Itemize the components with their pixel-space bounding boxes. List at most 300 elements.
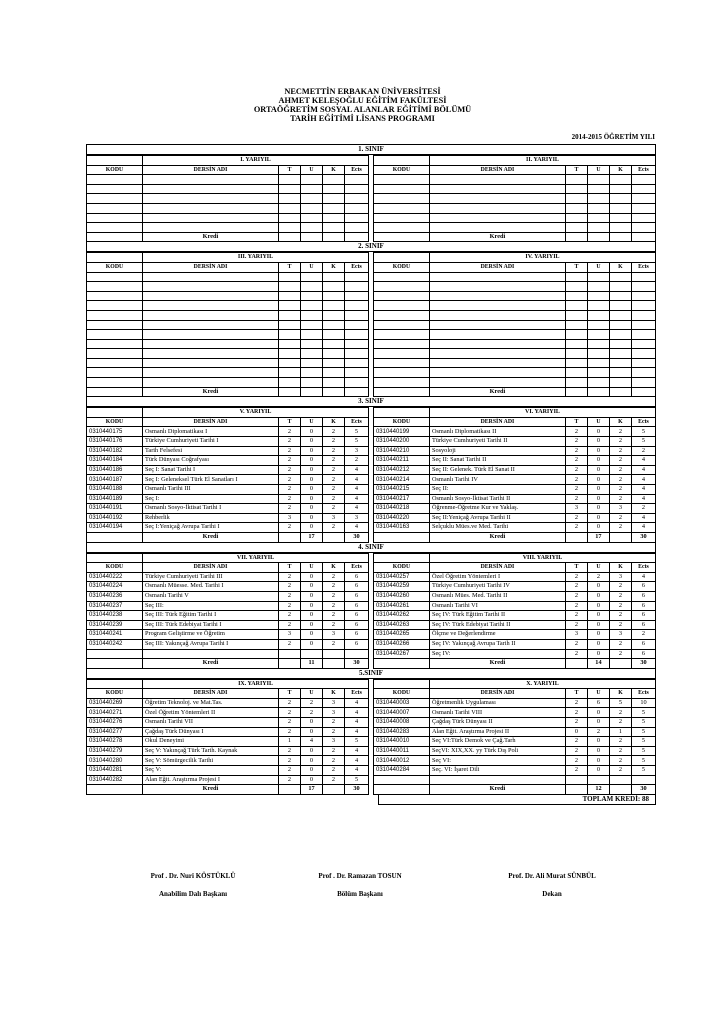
practice-hours: 0 bbox=[587, 620, 609, 630]
course-row bbox=[374, 698, 656, 708]
total-credit: TOPLAM KREDİ: 88 bbox=[378, 795, 656, 805]
kredi-ects bbox=[631, 232, 655, 242]
theory-hours: 2 bbox=[279, 591, 301, 601]
course-code: 0310440003 bbox=[374, 698, 430, 708]
empty-cell bbox=[609, 339, 631, 349]
credit: 2 bbox=[609, 437, 631, 447]
course-row bbox=[373, 572, 655, 582]
theory-hours: 2 bbox=[565, 611, 587, 621]
theory-hours: 2 bbox=[565, 513, 587, 523]
column-header: U bbox=[587, 165, 609, 175]
empty-cell bbox=[631, 330, 655, 340]
column-header: K bbox=[323, 417, 345, 427]
year-banner: 3. SINIF bbox=[86, 397, 656, 407]
empty-cell bbox=[301, 272, 323, 282]
credit: 2 bbox=[609, 649, 631, 659]
column-header-row bbox=[87, 689, 369, 699]
empty-cell bbox=[631, 175, 655, 185]
semester-title: VI. YARIYIL bbox=[429, 408, 655, 418]
credit: 2 bbox=[609, 456, 631, 466]
spacer-cell bbox=[609, 532, 631, 542]
empty-cell bbox=[143, 349, 279, 359]
semester-pair bbox=[86, 553, 656, 669]
column-header: DERSİN ADI bbox=[429, 165, 565, 175]
empty-cell bbox=[565, 282, 587, 292]
column-header-row bbox=[87, 165, 369, 175]
empty-cell bbox=[301, 301, 323, 311]
credit: 2 bbox=[610, 708, 632, 718]
empty-cell bbox=[429, 194, 565, 204]
course-code: 0310440012 bbox=[374, 756, 430, 766]
course-row bbox=[373, 504, 655, 514]
empty-cell bbox=[301, 358, 323, 368]
empty-cell bbox=[87, 184, 143, 194]
course-name: Çağdaş Türk Dünyası II bbox=[430, 718, 566, 728]
empty-cell bbox=[323, 310, 345, 320]
practice-hours: 0 bbox=[587, 456, 609, 466]
empty-cell bbox=[632, 775, 656, 785]
theory-hours: 2 bbox=[279, 475, 301, 485]
empty-cell bbox=[345, 272, 369, 282]
ects: 4 bbox=[345, 485, 369, 495]
empty-cell bbox=[279, 175, 301, 185]
column-header-row bbox=[374, 689, 656, 699]
ects: 4 bbox=[345, 465, 369, 475]
empty-cell bbox=[631, 282, 655, 292]
empty-row bbox=[373, 320, 655, 330]
empty-cell bbox=[323, 272, 345, 282]
semester-title: V. YARIYIL bbox=[143, 408, 369, 418]
course-row bbox=[374, 756, 656, 766]
course-code: 0310440263 bbox=[373, 620, 429, 630]
column-header: KODU bbox=[87, 689, 143, 699]
empty-cell bbox=[143, 291, 279, 301]
empty-cell bbox=[587, 223, 609, 233]
spacer-cell bbox=[87, 679, 143, 689]
theory-hours: 2 bbox=[279, 727, 301, 737]
course-name: Seç III: Yakınçağ Avrupa Tarihi I bbox=[143, 639, 279, 649]
course-code: 0310440215 bbox=[373, 485, 429, 495]
practice-hours: 6 bbox=[588, 698, 610, 708]
ects: 5 bbox=[632, 746, 656, 756]
empty-cell bbox=[609, 175, 631, 185]
theory-hours: 2 bbox=[279, 639, 301, 649]
empty-cell bbox=[587, 358, 609, 368]
semester-title: IV. YARIYIL bbox=[429, 253, 655, 263]
theory-hours: 2 bbox=[565, 639, 587, 649]
spacer-cell bbox=[279, 785, 301, 795]
practice-hours: 0 bbox=[301, 601, 323, 611]
empty-row bbox=[373, 368, 655, 378]
course-row bbox=[87, 523, 369, 533]
credit: 2 bbox=[609, 620, 631, 630]
ects: 4 bbox=[345, 708, 369, 718]
empty-cell bbox=[587, 339, 609, 349]
empty-cell bbox=[143, 368, 279, 378]
kredi-row bbox=[87, 659, 369, 669]
empty-row bbox=[373, 213, 655, 223]
empty-cell bbox=[609, 203, 631, 213]
empty-cell bbox=[279, 339, 301, 349]
theory-hours: 2 bbox=[565, 475, 587, 485]
theory-hours: 2 bbox=[566, 766, 588, 776]
course-name: Seç I: Sanat Tarihi I bbox=[143, 465, 279, 475]
course-name: Osmanlı Tarihi VIII bbox=[430, 708, 566, 718]
kredi-label: Kredi bbox=[429, 387, 565, 397]
empty-cell bbox=[631, 320, 655, 330]
course-row bbox=[87, 427, 369, 437]
kredi-label: Kredi bbox=[430, 785, 566, 795]
course-code: 0310440189 bbox=[87, 494, 143, 504]
spacer-cell bbox=[373, 659, 429, 669]
course-code: 0310440281 bbox=[87, 766, 143, 776]
practice-hours: 0 bbox=[588, 766, 610, 776]
column-header: K bbox=[609, 262, 631, 272]
course-row bbox=[87, 601, 369, 611]
empty-cell bbox=[143, 320, 279, 330]
column-header: K bbox=[610, 689, 632, 699]
theory-hours: 2 bbox=[279, 582, 301, 592]
empty-cell bbox=[87, 175, 143, 185]
university-name: NECMETTİN ERBAKAN ÜNİVERSİTESİ bbox=[284, 87, 441, 96]
empty-cell bbox=[374, 775, 430, 785]
signer-name: Prof . Dr. Ramazan TOSUN bbox=[318, 872, 402, 880]
column-header: K bbox=[323, 689, 345, 699]
course-code: 0310440191 bbox=[87, 504, 143, 514]
empty-row bbox=[87, 349, 369, 359]
empty-cell bbox=[429, 223, 565, 233]
ects: 2 bbox=[631, 446, 655, 456]
empty-cell bbox=[279, 349, 301, 359]
empty-cell bbox=[373, 213, 429, 223]
empty-cell bbox=[345, 310, 369, 320]
empty-cell bbox=[565, 310, 587, 320]
academic-year: 2014-2015 ÖĞRETİM YILI bbox=[571, 133, 655, 141]
empty-cell bbox=[429, 310, 565, 320]
empty-cell bbox=[587, 175, 609, 185]
empty-cell bbox=[323, 282, 345, 292]
empty-cell bbox=[373, 282, 429, 292]
course-row bbox=[373, 523, 655, 533]
credit: 2 bbox=[323, 475, 345, 485]
kredi-total: 17 bbox=[301, 532, 323, 542]
practice-hours: 0 bbox=[587, 427, 609, 437]
theory-hours: 2 bbox=[279, 504, 301, 514]
course-name: Osmanlı Tarihi VII bbox=[143, 718, 279, 728]
theory-hours: 2 bbox=[279, 572, 301, 582]
course-name: Seç VI: bbox=[430, 756, 566, 766]
empty-cell bbox=[345, 184, 369, 194]
ects: 4 bbox=[345, 756, 369, 766]
empty-cell bbox=[565, 175, 587, 185]
credit: 2 bbox=[609, 611, 631, 621]
spacer-cell bbox=[87, 408, 143, 418]
empty-cell bbox=[565, 358, 587, 368]
course-row bbox=[87, 513, 369, 523]
course-code: 0310440237 bbox=[87, 601, 143, 611]
credit: 3 bbox=[323, 630, 345, 640]
empty-cell bbox=[301, 184, 323, 194]
practice-hours: 0 bbox=[588, 737, 610, 747]
practice-hours: 0 bbox=[587, 611, 609, 621]
ects: 6 bbox=[345, 582, 369, 592]
course-name: Seç II: Sanat Tarihi II bbox=[429, 456, 565, 466]
course-row bbox=[373, 649, 655, 659]
empty-cell bbox=[323, 378, 345, 388]
kredi-total: 17 bbox=[587, 532, 609, 542]
kredi-label: Kredi bbox=[429, 532, 565, 542]
course-name: Osmanlı Tarihi III bbox=[143, 485, 279, 495]
spacer-cell bbox=[279, 232, 301, 242]
column-header: Ects bbox=[632, 689, 656, 699]
practice-hours: 0 bbox=[588, 746, 610, 756]
course-code: 0310440283 bbox=[374, 727, 430, 737]
kredi-total: 14 bbox=[587, 659, 609, 669]
empty-cell bbox=[279, 358, 301, 368]
spacer-cell bbox=[565, 387, 587, 397]
ects: 4 bbox=[631, 485, 655, 495]
course-name: Alan Eğit. Araştırma Projesi II bbox=[430, 727, 566, 737]
course-row bbox=[374, 727, 656, 737]
spacer-cell bbox=[87, 532, 143, 542]
course-row bbox=[373, 475, 655, 485]
course-code: 0310440277 bbox=[87, 727, 143, 737]
practice-hours: 0 bbox=[587, 523, 609, 533]
empty-cell bbox=[143, 378, 279, 388]
credit: 2 bbox=[610, 718, 632, 728]
column-header: T bbox=[279, 262, 301, 272]
course-row bbox=[374, 766, 656, 776]
semester-title: IX. YARIYIL bbox=[143, 679, 369, 689]
empty-cell bbox=[143, 194, 279, 204]
course-row bbox=[373, 494, 655, 504]
column-header: U bbox=[301, 262, 323, 272]
empty-cell bbox=[323, 368, 345, 378]
empty-cell bbox=[345, 320, 369, 330]
practice-hours: 0 bbox=[301, 611, 323, 621]
year-banner: 5.SINIF bbox=[86, 669, 656, 679]
empty-row bbox=[87, 339, 369, 349]
course-code: 0310440282 bbox=[87, 775, 143, 785]
empty-row bbox=[373, 349, 655, 359]
semester-title: VIII. YARIYIL bbox=[429, 553, 655, 563]
empty-row bbox=[373, 203, 655, 213]
semester-table bbox=[86, 679, 369, 795]
empty-cell bbox=[565, 291, 587, 301]
empty-cell bbox=[301, 310, 323, 320]
empty-cell bbox=[345, 349, 369, 359]
credit: 2 bbox=[609, 465, 631, 475]
theory-hours: 3 bbox=[565, 630, 587, 640]
credit: 2 bbox=[610, 756, 632, 766]
ects: 4 bbox=[345, 494, 369, 504]
empty-cell bbox=[279, 649, 301, 659]
kredi-ects: 30 bbox=[632, 785, 656, 795]
empty-row bbox=[87, 184, 369, 194]
empty-cell bbox=[323, 194, 345, 204]
spacer-cell bbox=[609, 659, 631, 669]
ects: 6 bbox=[631, 582, 655, 592]
semester-pair bbox=[86, 252, 656, 397]
column-header: DERSİN ADI bbox=[143, 689, 279, 699]
empty-row bbox=[87, 649, 369, 659]
column-header: U bbox=[301, 417, 323, 427]
empty-row bbox=[87, 320, 369, 330]
empty-row bbox=[373, 301, 655, 311]
spacer-cell bbox=[323, 532, 345, 542]
empty-cell bbox=[631, 291, 655, 301]
spacer-cell bbox=[323, 659, 345, 669]
theory-hours: 2 bbox=[565, 465, 587, 475]
empty-cell bbox=[587, 310, 609, 320]
course-name: Seç IV: Türk Eğitim Tarihi II bbox=[429, 611, 565, 621]
empty-row bbox=[373, 282, 655, 292]
empty-row bbox=[373, 184, 655, 194]
course-row bbox=[87, 504, 369, 514]
course-code: 0310440211 bbox=[373, 456, 429, 466]
kredi-label: Kredi bbox=[143, 532, 279, 542]
column-header: Ects bbox=[631, 563, 655, 573]
ects: 6 bbox=[345, 620, 369, 630]
theory-hours: 2 bbox=[279, 766, 301, 776]
course-name: Seç V: Sömürgecilik Tarihi bbox=[143, 756, 279, 766]
semester-title-row bbox=[87, 253, 369, 263]
empty-cell bbox=[279, 184, 301, 194]
theory-hours: 2 bbox=[565, 456, 587, 466]
empty-cell bbox=[373, 339, 429, 349]
empty-cell bbox=[279, 310, 301, 320]
kredi-ects bbox=[345, 387, 369, 397]
course-row bbox=[373, 485, 655, 495]
empty-row bbox=[373, 223, 655, 233]
column-header: U bbox=[587, 262, 609, 272]
course-code: 0310440007 bbox=[374, 708, 430, 718]
empty-cell bbox=[565, 349, 587, 359]
spacer-cell bbox=[565, 532, 587, 542]
faculty-name: AHMET KELEŞOĞLU EĞİTİM FAKÜLTESİ bbox=[278, 96, 447, 105]
column-header-row bbox=[87, 563, 369, 573]
empty-cell bbox=[373, 291, 429, 301]
column-header-row bbox=[373, 417, 655, 427]
spacer-cell bbox=[373, 253, 429, 263]
empty-cell bbox=[587, 378, 609, 388]
empty-cell bbox=[87, 213, 143, 223]
empty-cell bbox=[345, 291, 369, 301]
credit: 2 bbox=[323, 437, 345, 447]
course-row bbox=[87, 746, 369, 756]
course-name: Seç. VI: İşaret Dili bbox=[430, 766, 566, 776]
theory-hours: 3 bbox=[565, 504, 587, 514]
credit: 2 bbox=[609, 446, 631, 456]
course-code: 0310440176 bbox=[87, 437, 143, 447]
course-row bbox=[373, 601, 655, 611]
spacer-cell bbox=[323, 232, 345, 242]
empty-cell bbox=[143, 330, 279, 340]
column-header: T bbox=[279, 417, 301, 427]
kredi-total bbox=[587, 232, 609, 242]
course-row bbox=[373, 639, 655, 649]
empty-cell bbox=[345, 223, 369, 233]
empty-cell bbox=[323, 184, 345, 194]
ects: 6 bbox=[345, 630, 369, 640]
practice-hours: 0 bbox=[301, 718, 323, 728]
theory-hours: 2 bbox=[566, 708, 588, 718]
course-name: Öğretim Teknoloj. ve Mat.Tas. bbox=[143, 698, 279, 708]
semester-title: X. YARIYIL bbox=[430, 679, 656, 689]
course-row bbox=[87, 582, 369, 592]
empty-cell bbox=[631, 358, 655, 368]
theory-hours: 2 bbox=[566, 756, 588, 766]
empty-cell bbox=[301, 330, 323, 340]
ects: 4 bbox=[631, 523, 655, 533]
ects: 6 bbox=[631, 649, 655, 659]
empty-cell bbox=[323, 223, 345, 233]
spacer-cell bbox=[373, 553, 429, 563]
ects: 4 bbox=[631, 513, 655, 523]
semester-title-row bbox=[373, 553, 655, 563]
course-code: 0310440267 bbox=[373, 649, 429, 659]
theory-hours: 2 bbox=[565, 620, 587, 630]
credit: 3 bbox=[323, 698, 345, 708]
empty-cell bbox=[279, 301, 301, 311]
spacer-cell bbox=[87, 387, 143, 397]
empty-cell bbox=[429, 203, 565, 213]
empty-cell bbox=[301, 213, 323, 223]
course-row bbox=[87, 718, 369, 728]
ects: 5 bbox=[345, 437, 369, 447]
program-name: TARİH EĞİTİMİ LİSANS PROGRAMI bbox=[290, 114, 435, 123]
course-code: 0310440200 bbox=[373, 437, 429, 447]
empty-row bbox=[373, 339, 655, 349]
course-row bbox=[374, 737, 656, 747]
theory-hours: 2 bbox=[565, 523, 587, 533]
empty-cell bbox=[631, 203, 655, 213]
empty-cell bbox=[87, 203, 143, 213]
course-name: Özel Öğretim Yöntemleri II bbox=[143, 708, 279, 718]
theory-hours: 2 bbox=[279, 446, 301, 456]
empty-cell bbox=[587, 184, 609, 194]
empty-cell bbox=[373, 272, 429, 282]
column-header: KODU bbox=[87, 262, 143, 272]
course-code: 0310440186 bbox=[87, 465, 143, 475]
empty-cell bbox=[565, 301, 587, 311]
practice-hours: 2 bbox=[587, 572, 609, 582]
practice-hours: 0 bbox=[301, 572, 323, 582]
practice-hours: 0 bbox=[587, 639, 609, 649]
semester-title-row bbox=[373, 253, 655, 263]
empty-cell bbox=[301, 223, 323, 233]
empty-cell bbox=[143, 301, 279, 311]
empty-cell bbox=[323, 301, 345, 311]
course-name: Seç III: Türk Edebiyat Tarihi I bbox=[143, 620, 279, 630]
credit: 3 bbox=[323, 737, 345, 747]
kredi-total bbox=[587, 387, 609, 397]
spacer-cell bbox=[566, 785, 588, 795]
empty-row bbox=[87, 213, 369, 223]
ects: 6 bbox=[631, 601, 655, 611]
course-name: Seç I:Yeniçağ Avrupa Tarihi I bbox=[143, 523, 279, 533]
column-header: KODU bbox=[373, 417, 429, 427]
column-header: T bbox=[279, 165, 301, 175]
empty-cell bbox=[373, 175, 429, 185]
empty-cell bbox=[345, 368, 369, 378]
course-row bbox=[87, 446, 369, 456]
column-header-row bbox=[373, 262, 655, 272]
empty-cell bbox=[373, 301, 429, 311]
course-code: 0310440261 bbox=[373, 601, 429, 611]
semester-pair bbox=[86, 679, 656, 795]
course-code: 0310440238 bbox=[87, 611, 143, 621]
